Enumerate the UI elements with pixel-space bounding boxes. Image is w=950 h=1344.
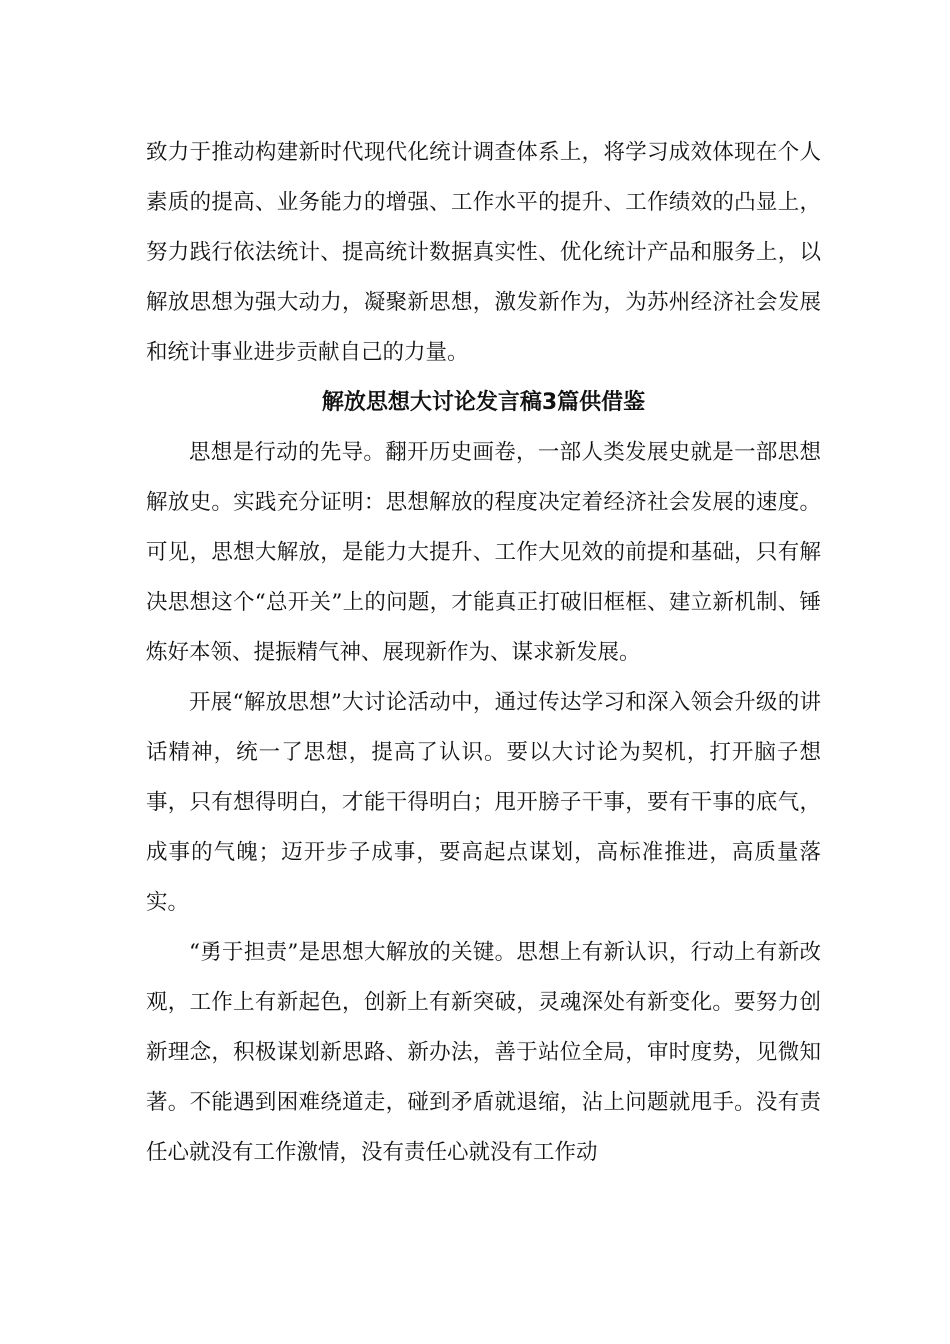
intro-paragraph: 致力于推动构建新时代现代化统计调查体系上，将学习成效体现在个人素质的提高、业务能力的增强、工作水平的提升、工作绩效的凸显上，努力践行依法统计、提高统计数据真实性、优化统计产品和服务上，以解放思想为强大动力，凝聚新思想，激发新作为，为苏州经济社会发展和统计事业进步贡献自己的力量。: [146, 140, 821, 365]
body-paragraph-3: “勇于担责”是思想大解放的关键。思想上有新认识，行动上有新改观，工作上有新起色，创新上有新突破，灵魂深处有新变化。要努力创新理念，积极谋划新思路、新办法，善于站位全局，审时度势，见微知著。不能遇到困难绕道走，碰到矛盾就退缩，沾上问题就甩手。没有责任心就没有工作激情，没有责任心就没有工作动: [146, 940, 821, 1165]
body-paragraph-1: 思想是行动的先导。翻开历史画卷，一部人类发展史就是一部思想解放史。实践充分证明：思想解放的程度决定着经济社会发展的速度。可见，思想大解放，是能力大提升、工作大见效的前提和基础，只有解决思想这个“总开关”上的问题，才能真正打破旧框框、建立新机制、锤炼好本领、提振精气神、展现新作为、谋求新发展。: [146, 440, 821, 665]
document-title: 解放思想大讨论发言稿3篇供借鉴: [321, 390, 646, 415]
body-paragraph-2: 开展“解放思想”大讨论活动中，通过传达学习和深入领会升级的讲话精神，统一了思想，提高了认识。要以大讨论为契机，打开脑子想事，只有想得明白，才能干得明白；甩开膀子干事，要有干事的底气，成事的气魄；迈开步子成事，要高起点谋划，高标准推进，高质量落实。: [146, 690, 821, 915]
document-body: [146, 128, 821, 1178]
